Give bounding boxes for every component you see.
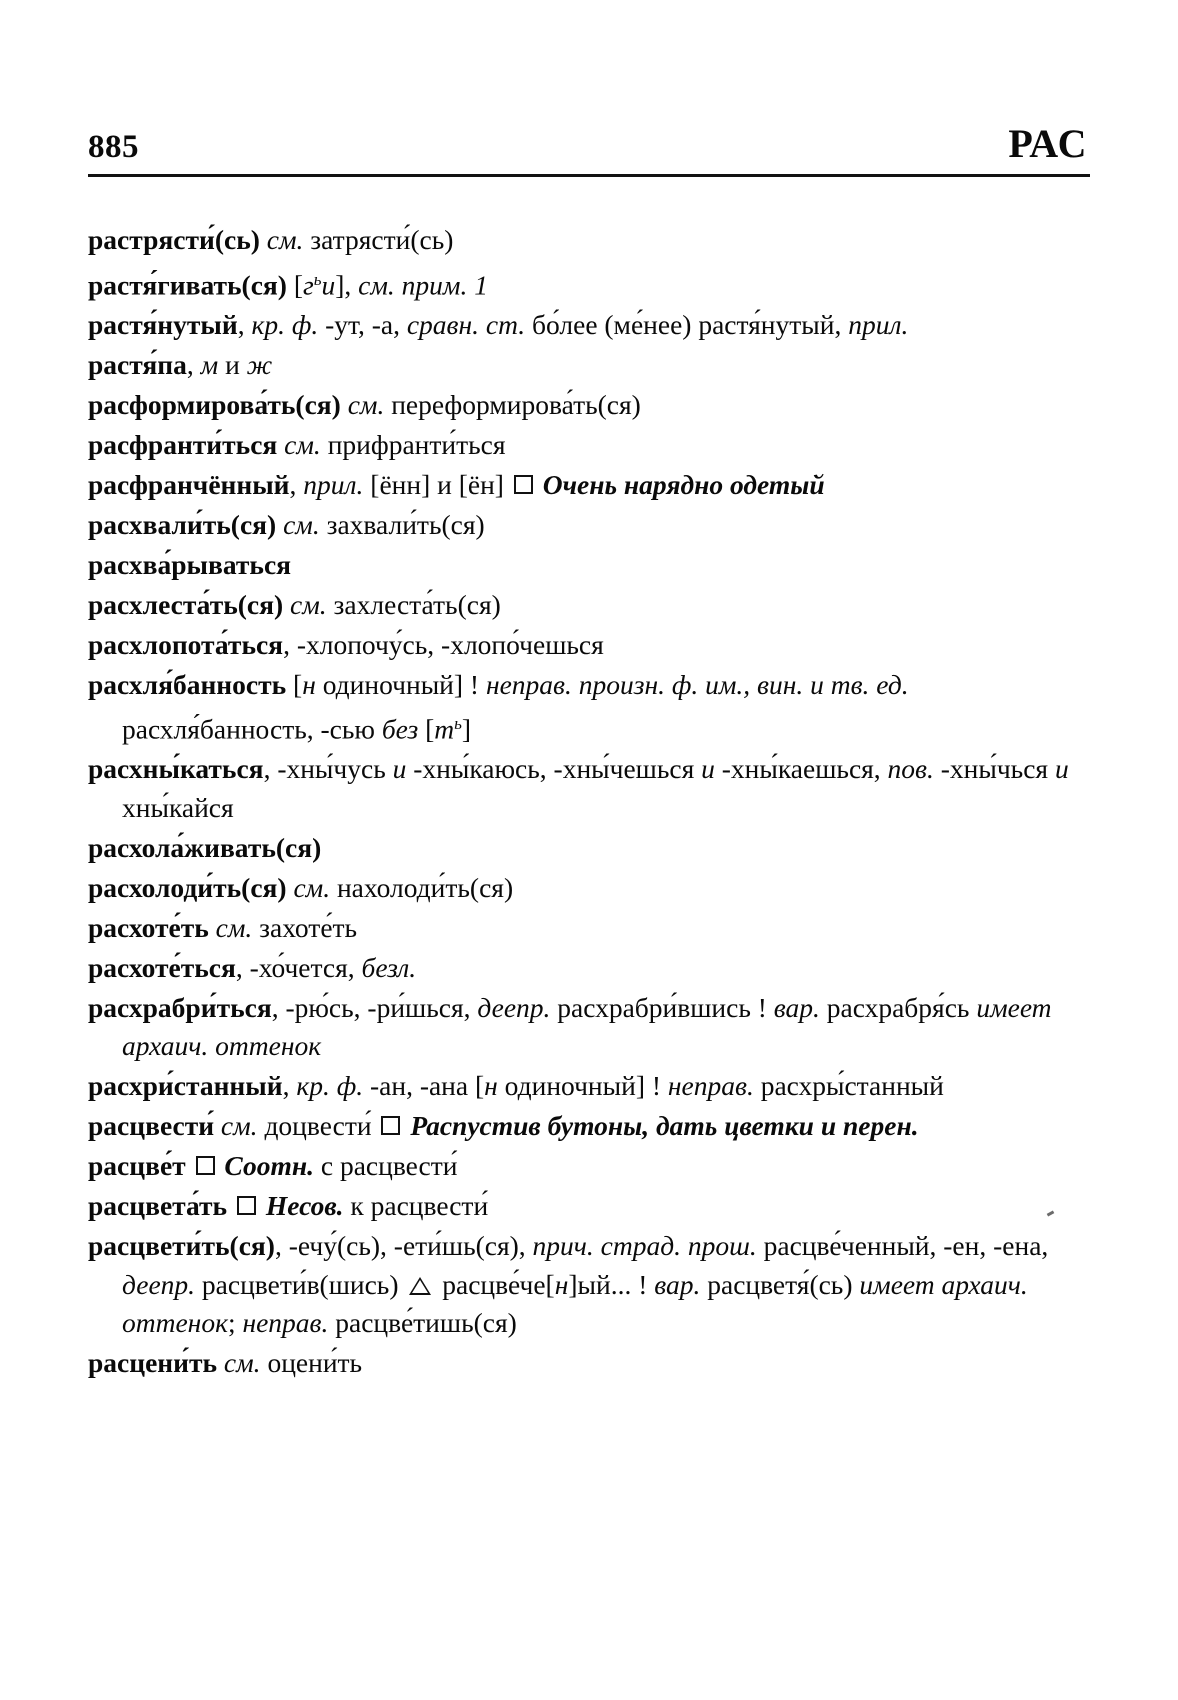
dictionary-entry — [88, 829, 1090, 868]
square-marker-icon — [381, 1116, 400, 1135]
entry-text: одиночный] ! — [315, 669, 486, 701]
entry-text — [186, 1150, 193, 1181]
headword: расхри́станный — [88, 1070, 283, 1102]
header-rule — [88, 174, 1090, 177]
triangle-marker-icon — [409, 1277, 431, 1295]
grammar-label: кр. ф. — [296, 1070, 364, 1102]
headword: расхлопота́ться — [88, 629, 284, 661]
dictionary-entry — [88, 506, 1090, 545]
grammar-label: см. — [283, 589, 327, 621]
dictionary-entry — [88, 306, 1090, 345]
entry-text: [ — [418, 713, 435, 745]
headword: расхля́банность — [88, 669, 287, 701]
grammar-label: прич. страд. прош. — [532, 1230, 757, 1262]
grammar-label: деепр. — [477, 991, 551, 1023]
dictionary-entry — [88, 989, 1090, 1066]
entry-text: -хны́чься — [933, 753, 1055, 785]
definition-text: Очень нарядно одетый — [535, 469, 825, 501]
dictionary-entry — [88, 1067, 1090, 1106]
grammar-label: см. — [259, 224, 304, 255]
headword: расхоте́ть — [88, 911, 209, 943]
entry-text: бо́лее (ме́нее) растя́нутый, — [525, 309, 849, 341]
headword: расцвета́ть — [88, 1190, 228, 1222]
headword: растя́па — [88, 349, 187, 381]
entry-text: расцве́тишь(ся) — [328, 1307, 517, 1339]
entry-text: к расцвести́ — [343, 1190, 489, 1222]
entry-text: захвали́ть(ся) — [319, 509, 485, 541]
headword: расхвали́ть(ся) — [88, 509, 277, 541]
dictionary-entry — [88, 949, 1090, 988]
entry-text: ] — [461, 713, 472, 745]
entry-text: расхрабря́сь — [819, 991, 977, 1023]
entry-text: расхля́банность, -сью — [122, 713, 382, 745]
grammar-label: и — [1054, 753, 1069, 785]
dictionary-entry — [88, 1107, 1090, 1146]
square-marker-icon — [237, 1196, 256, 1215]
superscript-mark: ь — [454, 713, 462, 733]
page-number: 885 — [88, 129, 139, 165]
grammar-label: прил. — [848, 309, 909, 341]
headword: расцве́т — [88, 1150, 186, 1182]
headword: расхлеста́ть(ся) — [88, 589, 284, 621]
entry-text: , -ечу́(сь), -ети́шь(ся), — [274, 1230, 533, 1262]
entry-text: , — [289, 469, 304, 501]
grammar-label: н — [484, 1070, 498, 1102]
entry-text: , -хо́чется, — [235, 951, 362, 983]
definition-text: Соотн. — [217, 1150, 314, 1182]
entry-text: , — [282, 1070, 297, 1102]
definition-text: Несов. — [258, 1190, 344, 1222]
entry-text: расцве́ченный, -ен, -ена, — [756, 1230, 1049, 1262]
entry-text — [227, 1190, 234, 1221]
headword: расхола́живать(ся) — [88, 831, 322, 863]
entry-text: переформирова́ть(ся) — [384, 389, 641, 421]
grammar-label: см. — [277, 429, 321, 461]
grammar-label: м — [200, 349, 219, 381]
headword: расцени́ть — [88, 1347, 218, 1379]
dictionary-entry — [88, 386, 1090, 425]
entry-text: , -хлопочу́сь, -хлопо́чешься — [283, 629, 604, 661]
grammar-label: имеет архаич. оттенок — [122, 991, 1052, 1062]
headword: расфранти́ться — [88, 429, 278, 461]
entry-text: расхрабри́вшись ! — [550, 991, 774, 1023]
running-headword: РАС — [1008, 121, 1088, 166]
dictionary-entry — [88, 1187, 1090, 1226]
headword: растя́нутый — [88, 309, 238, 341]
entry-text: расхры́станный — [753, 1070, 944, 1102]
grammar-label: н — [302, 669, 316, 701]
headword: расхны́каться — [88, 753, 264, 785]
grammar-label: неправ. — [667, 1070, 754, 1102]
dictionary-entry — [88, 586, 1090, 625]
headword: расхолоди́ть(ся) — [88, 871, 287, 903]
entry-text: , -хны́чусь — [263, 753, 393, 785]
dictionary-entry — [88, 869, 1090, 908]
entry-text: оцени́ть — [260, 1347, 363, 1379]
headword: расхоте́ться — [88, 951, 236, 983]
grammar-label: вар. — [773, 991, 820, 1023]
entry-text: ]ый... ! — [568, 1268, 655, 1300]
entry-text: затрясти́(сь) — [303, 224, 454, 255]
entry-text: расцве́че[ — [435, 1268, 555, 1300]
grammar-label: вар. — [654, 1268, 701, 1300]
running-head — [88, 112, 1090, 164]
dictionary-entry — [88, 346, 1090, 385]
grammar-label: имеет архаич. оттенок — [122, 1268, 1028, 1339]
dictionary-entry — [88, 466, 1090, 505]
grammar-label: сравн. ст. — [406, 309, 526, 341]
dictionary-entry — [88, 626, 1090, 665]
grammar-label: см. — [286, 871, 331, 903]
dictionary-entry — [88, 261, 1090, 305]
entry-text: [ — [286, 269, 303, 301]
square-marker-icon — [196, 1156, 215, 1175]
entry-text: , -рю́сь, -ри́шься, — [271, 991, 478, 1023]
entry-text: , — [237, 309, 252, 341]
entry-text: расцветя́(сь) — [700, 1268, 860, 1300]
grammar-label: безл. — [361, 951, 417, 983]
headword: расхва́рываться — [88, 549, 292, 581]
entry-text: одиночный] ! — [497, 1070, 668, 1102]
definition-text: Распустив бутоны, дать цветки и перен. — [403, 1110, 919, 1142]
entry-text: ], — [335, 269, 352, 301]
entry-text: расцвети́в(шись) — [195, 1268, 406, 1300]
entry-text: и — [218, 349, 247, 381]
dictionary-entry — [88, 546, 1090, 585]
entry-text: захлеста́ть(ся) — [326, 589, 501, 621]
grammar-label: и — [321, 269, 336, 301]
dictionary-entry — [88, 750, 1090, 827]
grammar-label: кр. ф. — [251, 309, 319, 341]
entry-text: -ан, -ана [ — [363, 1070, 485, 1102]
superscript-mark: ь — [313, 270, 322, 289]
grammar-label: н — [554, 1268, 569, 1300]
dictionary-entry — [88, 1147, 1090, 1186]
headword: расформирова́ть(ся) — [88, 389, 341, 421]
headword: растрясти́(сь) — [88, 224, 260, 255]
entry-text: прифранти́ться — [320, 429, 506, 461]
entry-text: нахолоди́ть(ся) — [330, 871, 514, 903]
grammar-label: без — [381, 713, 419, 745]
grammar-label: см. — [340, 389, 385, 421]
entry-text: хны́кайся — [122, 791, 234, 823]
grammar-label: см. — [276, 509, 320, 541]
entry-text: -хны́каешься, — [714, 753, 888, 785]
square-marker-icon — [514, 475, 533, 494]
dictionary-entry — [88, 1227, 1090, 1343]
headword: растя́гивать(ся) — [88, 269, 287, 301]
grammar-label: т — [434, 713, 455, 745]
grammar-label: неправ. произн. ф. им., вин. и тв. ед. — [485, 669, 909, 701]
grammar-label: и — [701, 753, 715, 785]
entry-text: доцвести́ — [257, 1110, 379, 1142]
entry-text: захоте́ть — [252, 911, 358, 943]
entry-text: с расцвести́ — [314, 1150, 458, 1182]
entry-list — [88, 221, 1090, 1383]
grammar-label: неправ. — [242, 1307, 329, 1339]
dictionary-entry — [88, 1344, 1090, 1383]
grammar-label: и — [392, 753, 407, 785]
grammar-label: пов. — [887, 753, 934, 785]
headword: расфранчённый — [88, 469, 290, 501]
grammar-label: см. прим. 1 — [351, 269, 488, 301]
grammar-label: г — [303, 269, 314, 301]
grammar-label: см. — [208, 911, 253, 943]
dictionary-entry — [88, 426, 1090, 465]
dictionary-entry — [88, 221, 1090, 260]
entry-text: [ённ] и [ён] — [363, 469, 511, 501]
grammar-label: прил. — [303, 469, 364, 501]
headword: расхрабри́ться — [88, 991, 272, 1023]
grammar-label: ж — [246, 349, 273, 381]
dictionary-entry — [88, 666, 1090, 748]
dictionary-entry — [88, 909, 1090, 948]
entry-text: , — [186, 349, 201, 381]
headword: расцвети́ть(ся) — [88, 1230, 275, 1262]
entry-text: -хны́каюсь, -хны́чешься — [406, 753, 702, 785]
entry-text: ; — [227, 1307, 243, 1339]
grammar-label: см. — [217, 1347, 261, 1379]
entry-text: [ — [286, 669, 303, 701]
grammar-label: см. — [214, 1110, 258, 1142]
entry-text: -ут, -а, — [318, 309, 407, 341]
headword: расцвести́ — [88, 1110, 215, 1142]
grammar-label: деепр. — [122, 1268, 196, 1300]
